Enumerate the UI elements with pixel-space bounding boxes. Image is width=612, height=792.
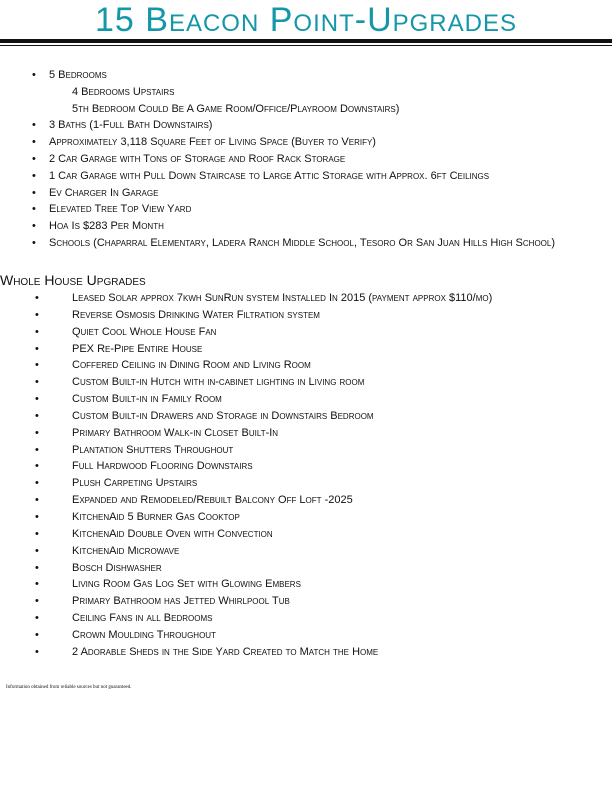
bullet-icon: • — [35, 510, 39, 523]
list-item — [32, 151, 607, 168]
bullet-icon: • — [35, 409, 39, 422]
list-item-text: Ev Charger In Garage — [49, 186, 159, 199]
list-item-text: 1 Car Garage with Pull Down Staircase to Large Attic Storage with Approx. 6ft Ceilings — [49, 169, 490, 182]
list-item-text: Approximately 3,118 Square Feet of Living Space (Buyer to Verify) — [49, 136, 376, 149]
list-item-text: 4 Bedrooms Upstairs — [72, 85, 175, 98]
bullet-icon: • — [35, 443, 39, 456]
list-item — [35, 509, 605, 526]
bullet-icon: • — [35, 544, 39, 557]
list-item-text: Schools (Chaparral Elementary, Ladera Ranch Middle School, Tesoro Or San Juan Hills High School) — [49, 236, 556, 249]
list-item-text: Living Room Gas Log Set with Glowing Embers — [72, 578, 301, 591]
list-item — [35, 458, 605, 475]
list-item-text: 3 Baths (1-Full Bath Downstairs) — [49, 119, 213, 132]
list-item — [32, 134, 607, 151]
page-title: 15 Beacon Point-Upgrades — [95, 1, 517, 39]
bullet-icon: • — [32, 220, 36, 233]
list-item — [35, 442, 605, 459]
list-item-text: Ceiling Fans in all Bedrooms — [72, 612, 213, 625]
bullet-icon: • — [35, 292, 39, 304]
list-item-text: Elevated Tree Top View Yard — [49, 203, 192, 216]
list-item-text: Custom Built-in Drawers and Storage in Downstairs Bedroom — [72, 409, 374, 422]
bullet-icon: • — [32, 69, 36, 81]
list-item — [32, 168, 607, 185]
bullet-icon: • — [35, 359, 39, 372]
bullet-icon: • — [32, 186, 36, 199]
bullet-icon: • — [35, 376, 39, 389]
feature-list — [32, 67, 607, 252]
bullet-icon: • — [35, 578, 39, 591]
list-item-text: 5th Bedroom Could Be A Game Room/Office/Playroom Downstairs) — [72, 102, 400, 115]
list-item — [35, 475, 605, 492]
list-item — [35, 627, 605, 644]
bullet-icon: • — [35, 325, 39, 338]
list-item — [35, 576, 605, 593]
bullet-icon: • — [35, 426, 39, 439]
list-item — [35, 408, 605, 425]
list-item — [35, 644, 605, 661]
list-item-text: Bosch Dishwasher — [72, 561, 162, 574]
bullet-icon: • — [35, 460, 39, 473]
bullet-icon: • — [35, 595, 39, 608]
list-item — [32, 235, 607, 252]
list-item — [35, 492, 605, 509]
bullet-icon: • — [35, 561, 39, 574]
bullet-icon: • — [32, 136, 36, 149]
upgrades-list — [35, 290, 605, 661]
bullet-icon: • — [32, 203, 36, 216]
list-item-text: Plantation Shutters Throughout — [72, 443, 234, 456]
upgrades-heading: Whole House Upgrades — [0, 272, 146, 288]
list-item — [35, 307, 605, 324]
list-item — [35, 290, 605, 307]
list-item-text: Hoa Is $283 Per Month — [49, 220, 164, 233]
list-item — [32, 218, 607, 235]
list-item-text: Coffered Ceiling in Dining Room and Living Room — [72, 359, 311, 372]
bullet-icon: • — [35, 308, 39, 321]
bullet-icon: • — [35, 645, 39, 658]
list-item-text: Full Hardwood Flooring Downstairs — [72, 460, 253, 473]
list-item-text: 2 Adorable Sheds in the Side Yard Created to Match the Home — [72, 645, 379, 658]
list-item-text: Custom Built-in in Family Room — [72, 393, 222, 406]
list-item — [35, 374, 605, 391]
bullet-icon: • — [32, 169, 36, 182]
footer-disclaimer: Information obtained from reliable sources but not guaranteed. — [6, 685, 132, 690]
list-item — [35, 425, 605, 442]
list-item — [32, 117, 607, 134]
list-item — [32, 101, 607, 118]
list-item — [35, 357, 605, 374]
list-item-text: KitchenAid Double Oven with Convection — [72, 527, 273, 540]
list-item-text: Custom Built-in Hutch with in-cabinet lighting in Living room — [72, 376, 365, 389]
bullet-icon: • — [35, 477, 39, 490]
list-item-text: Quiet Cool Whole House Fan — [72, 325, 217, 338]
bullet-icon: • — [35, 527, 39, 540]
list-item — [32, 201, 607, 218]
list-item — [35, 526, 605, 543]
list-item — [35, 391, 605, 408]
list-item — [35, 560, 605, 577]
list-item-text: Expanded and Remodeled/Rebuilt Balcony Off Loft -2025 — [72, 494, 353, 507]
list-item-text: Primary Bathroom Walk-in Closet Built-In — [72, 426, 279, 439]
list-item — [32, 84, 607, 101]
list-item-text: 2 Car Garage with Tons of Storage and Roof Rack Storage — [49, 152, 346, 165]
list-item-text: KitchenAid 5 Burner Gas Cooktop — [72, 510, 240, 523]
bullet-icon: • — [32, 236, 36, 249]
bullet-icon: • — [35, 494, 39, 507]
list-item — [32, 67, 607, 84]
list-item-text: Leased Solar approx 7kwh SunRun system Installed In 2015 (payment approx $110/mo) — [72, 292, 493, 304]
list-item — [35, 543, 605, 560]
bullet-icon: • — [32, 119, 36, 132]
list-item-text: Crown Moulding Throughout — [72, 628, 216, 641]
list-item-text: PEX Re-Pipe Entire House — [72, 342, 203, 355]
list-item-text: 5 Bedrooms — [49, 69, 107, 81]
list-item-text: Plush Carpeting Upstairs — [72, 477, 198, 490]
title-rule-thick — [0, 39, 612, 43]
bullet-icon: • — [35, 612, 39, 625]
bullet-icon: • — [32, 152, 36, 165]
list-item — [35, 324, 605, 341]
bullet-icon: • — [35, 342, 39, 355]
list-item — [35, 593, 605, 610]
list-item — [35, 341, 605, 358]
list-item-text: KitchenAid Microwave — [72, 544, 180, 557]
list-item-text: Primary Bathroom has Jetted Whirlpool Tub — [72, 595, 290, 608]
list-item — [32, 185, 607, 202]
title-rule-thin — [0, 45, 612, 46]
bullet-icon: • — [35, 628, 39, 641]
bullet-icon: • — [35, 393, 39, 406]
list-item — [35, 610, 605, 627]
list-item-text: Reverse Osmosis Drinking Water Filtration system — [72, 308, 320, 321]
